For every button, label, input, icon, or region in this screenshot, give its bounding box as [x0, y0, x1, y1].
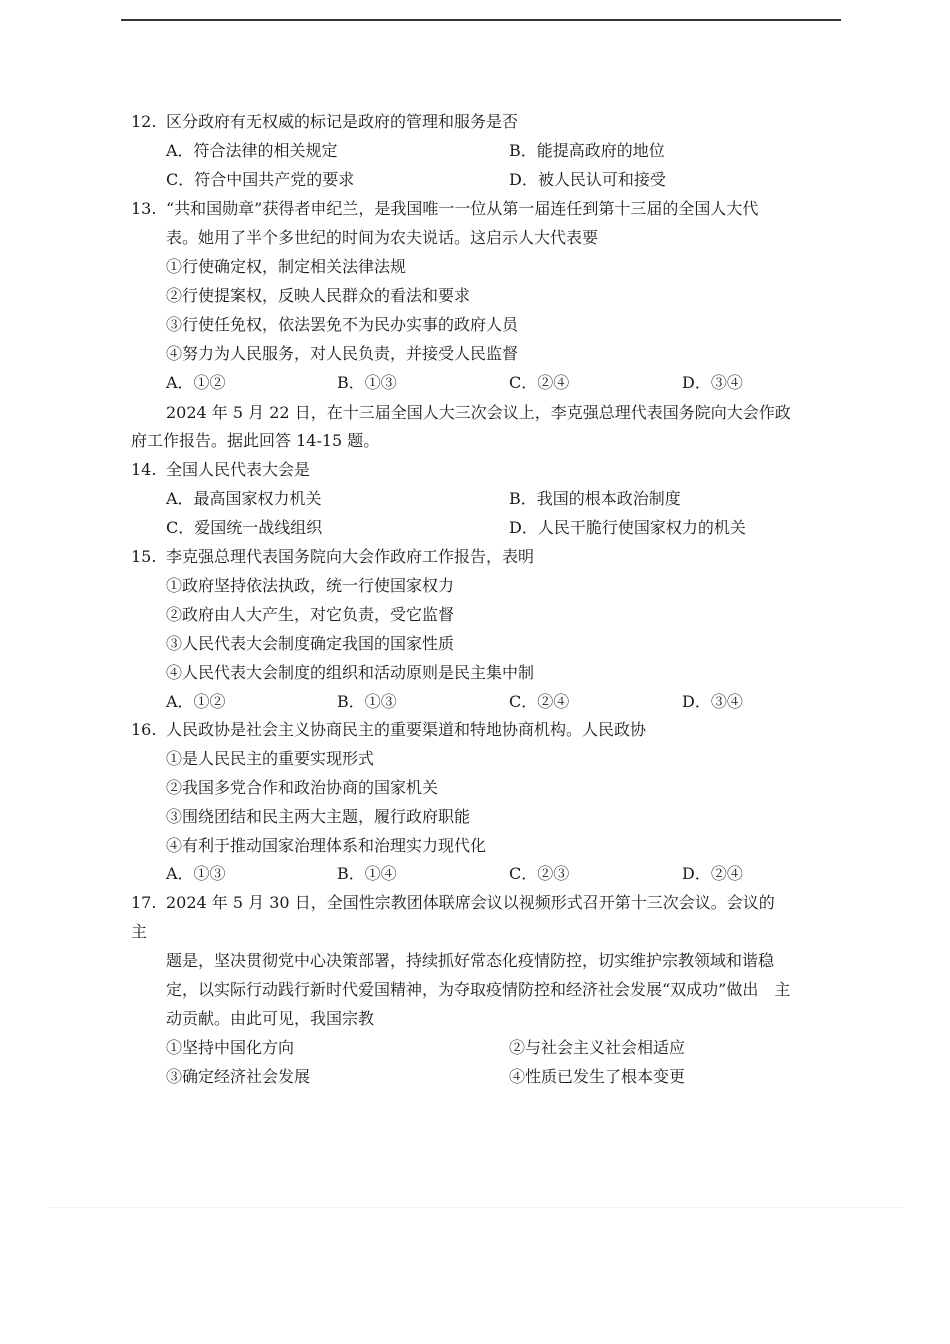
question-12-option-c: C．符合中国共产党的要求	[166, 170, 355, 189]
question-17-stem-line-1: 2024 年 5 月 30 日，全国性宗教团体联席会议以视频形式召开第十三次会议。会议的	[166, 893, 775, 912]
question-17-item-2: ②与社会主义社会相适应	[509, 1038, 686, 1057]
question-16-item-1: ①是人民民主的重要实现形式	[166, 749, 375, 768]
question-16-number: 16.	[131, 720, 157, 739]
question-16-option-d: D．②④	[682, 864, 743, 883]
question-15-stem: 李克强总理代表国务院向大会作政府工作报告，表明	[166, 547, 535, 566]
question-16-option-c: C．②③	[509, 864, 570, 883]
question-17-item-3: ③确定经济社会发展	[166, 1067, 311, 1086]
question-17-stem-line-3: 题是，坚决贯彻党中心决策部署，持续抓好常态化疫情防控，切实维护宗教领域和谐稳	[166, 951, 775, 970]
question-14-option-d: D．人民干脆行使国家权力的机关	[509, 518, 746, 537]
header-rule	[121, 19, 841, 21]
question-14-stem: 全国人民代表大会是	[166, 460, 311, 479]
question-15-item-3: ③人民代表大会制度确定我国的国家性质	[166, 634, 455, 653]
question-17-stem-line-5: 动贡献。由此可见，我国宗教	[166, 1009, 375, 1028]
question-13-item-3: ③行使任免权，依法罢免不为民办实事的政府人员	[166, 315, 519, 334]
question-12-number: 12.	[131, 112, 157, 131]
question-17-number: 17.	[131, 893, 157, 912]
question-14-option-a: A．最高国家权力机关	[166, 489, 322, 508]
question-15-number: 15.	[131, 547, 157, 566]
question-17-stem-line-4: 定，以实际行动践行新时代爱国精神，为夺取疫情防控和经济社会发展“双成功”做出 主	[166, 980, 791, 999]
question-13-item-4: ④努力为人民服务，对人民负责，并接受人民监督	[166, 344, 519, 363]
question-13-item-2: ②行使提案权，反映人民群众的看法和要求	[166, 286, 471, 305]
question-17-stem-line-2: 主	[131, 922, 148, 941]
question-12-option-a: A．符合法律的相关规定	[166, 141, 338, 160]
question-12-option-d: D．被人民认可和接受	[509, 170, 666, 189]
question-14-option-c: C．爱国统一战线组织	[166, 518, 323, 537]
question-14-option-b: B．我国的根本政治制度	[509, 489, 681, 508]
question-12-stem: 区分政府有无权威的标记是政府的管理和服务是否	[166, 112, 519, 131]
question-15-item-1: ①政府坚持依法执政，统一行使国家权力	[166, 576, 455, 595]
passage-intro-line-1: 2024 年 5 月 22 日，在十三届全国人大三次会议上，李克强总理代表国务院向大会作政	[166, 403, 791, 422]
footer-rule	[48, 1207, 903, 1208]
question-17-item-4: ④性质已发生了根本变更	[509, 1067, 686, 1086]
question-12-option-b: B．能提高政府的地位	[509, 141, 665, 160]
question-13-option-d: D．③④	[682, 373, 743, 392]
question-14-number: 14.	[131, 460, 157, 479]
question-13-option-a: A．①②	[166, 373, 226, 392]
question-15-item-2: ②政府由人大产生，对它负责，受它监督	[166, 605, 455, 624]
question-16-item-3: ③围绕团结和民主两大主题，履行政府职能	[166, 807, 471, 826]
question-16-stem: 人民政协是社会主义协商民主的重要渠道和特地协商机构。人民政协	[166, 720, 647, 739]
question-17-item-1: ①坚持中国化方向	[166, 1038, 295, 1057]
question-15-item-4: ④人民代表大会制度的组织和活动原则是民主集中制	[166, 663, 535, 682]
question-16-option-a: A．①③	[166, 864, 226, 883]
question-16-item-4: ④有利于推动国家治理体系和治理实力现代化	[166, 836, 487, 855]
question-15-option-b: B．①③	[337, 692, 397, 711]
question-15-option-d: D．③④	[682, 692, 743, 711]
question-13-item-1: ①行使确定权，制定相关法律法规	[166, 257, 407, 276]
question-16-item-2: ②我国多党合作和政治协商的国家机关	[166, 778, 439, 797]
question-15-option-a: A．①②	[166, 692, 226, 711]
question-13-stem-line-1: “共和国勋章”获得者申纪兰，是我国唯一一位从第一届连任到第十三届的全国人大代	[166, 199, 759, 218]
question-13-option-c: C．②④	[509, 373, 570, 392]
question-16-option-b: B．①④	[337, 864, 397, 883]
question-13-option-b: B．①③	[337, 373, 397, 392]
passage-intro-line-2: 府工作报告。据此回答 14-15 题。	[131, 431, 380, 450]
question-13-stem-line-2: 表。她用了半个多世纪的时间为农夫说话。这启示人大代表要	[166, 228, 599, 247]
question-13-number: 13.	[131, 199, 157, 218]
question-15-option-c: C．②④	[509, 692, 570, 711]
